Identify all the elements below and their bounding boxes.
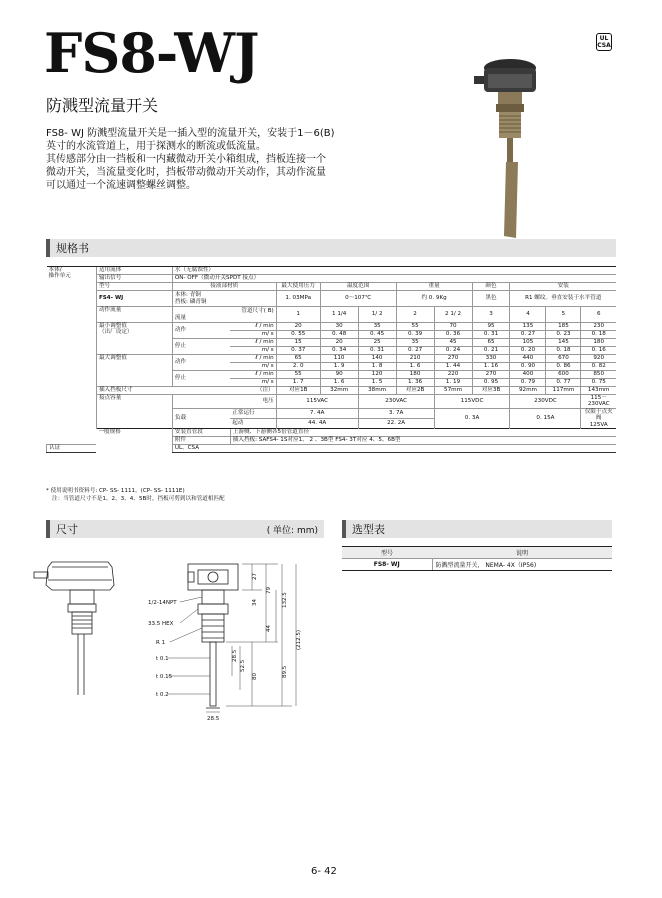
certification-label: 认证	[47, 445, 97, 453]
min-adjust-label: 最小调整值 （出厂设定）	[96, 323, 172, 355]
speed-value: 1. 6	[396, 363, 434, 371]
speed-value: 0. 36	[434, 331, 472, 339]
unit-ms: m/ s	[230, 331, 276, 339]
dim-label-t01: t 0.1	[156, 656, 169, 662]
vane-value: 对应2B	[396, 387, 434, 395]
intro-line: FS8- WJ 防溅型流量开关是一插入型的流量开关，安装于1－6(B)	[46, 128, 335, 139]
spec-notes	[46, 487, 225, 503]
temp-value: 0～107℃	[320, 291, 396, 307]
temp-header: 温度范围	[320, 283, 396, 291]
dim-label-r1: R 1	[156, 640, 166, 646]
flow-value: 90	[320, 371, 358, 379]
vane-note: （注）	[230, 387, 276, 395]
spec-section-title: 规格书	[56, 242, 89, 255]
speed-value: 0. 75	[581, 379, 616, 387]
install-header: 安装	[510, 283, 616, 291]
dim-label-34: 34	[252, 599, 258, 606]
pipe-size: 4	[510, 307, 546, 323]
vane-label: 插入挡板尺寸	[96, 387, 230, 395]
color-header: 颜色	[472, 283, 510, 291]
flow-label: 动作流量	[96, 307, 172, 323]
max-adjust-label: 最大调整值	[96, 355, 172, 387]
section-marker	[46, 520, 50, 538]
cert-csa-text: CSA	[597, 42, 611, 49]
dim-label-80: 80	[252, 673, 258, 680]
speed-value: 0. 37	[276, 347, 320, 355]
vane-value: 对应1B	[276, 387, 320, 395]
pipe-size: 6	[581, 307, 616, 323]
current-value: 0. 15A	[510, 408, 581, 428]
selection-header-desc: 说明	[432, 547, 612, 559]
speed-value: 0. 27	[396, 347, 434, 355]
note-manual: * 使用说明书资料号: CP- SS- 1111，(CP- SS- 1111E)	[46, 488, 185, 494]
voltage-value: 115－ 230VAC	[581, 395, 616, 409]
speed-value: 0. 20	[510, 347, 546, 355]
weight-header: 重量	[396, 283, 472, 291]
dim-label-52-5: 52.5	[240, 659, 246, 672]
certification-value: UL、CSA	[172, 445, 616, 453]
speed-value: 1. 19	[434, 379, 472, 387]
dimensions-section-header	[46, 520, 324, 538]
vane-value: 92mm	[510, 387, 546, 395]
flow-value: 230	[581, 323, 616, 331]
flow-value: 35	[396, 339, 434, 347]
group-general-label: 一般规格	[96, 429, 172, 453]
selection-desc: 防溅型流量开关， NEMA- 4X（IP56)	[432, 559, 612, 571]
load-label: 负载	[172, 408, 230, 428]
speed-value: 0. 34	[320, 347, 358, 355]
side-view	[34, 562, 114, 695]
flow-value: 30	[320, 323, 358, 331]
pilot-value: 仅限于点火阀 125VA	[581, 408, 616, 428]
selection-section-title: 选型表	[352, 523, 385, 536]
speed-value: 0. 24	[434, 347, 472, 355]
flow-value: 110	[320, 355, 358, 363]
current-value: 44. 4A	[276, 418, 358, 428]
speed-value: 0. 31	[472, 331, 510, 339]
pipe-size: 1	[276, 307, 320, 323]
material-value	[172, 291, 276, 307]
ul-csa-cert-badge	[596, 33, 612, 51]
dim-label-132-5: 132.5	[282, 592, 288, 608]
voltage-value: 115VDC	[434, 395, 510, 409]
dim-label-t015: t 0.15	[156, 674, 173, 680]
model-label: 型号	[96, 283, 172, 291]
current-value: 7. 4A	[276, 408, 358, 418]
speed-value: 0. 27	[510, 331, 546, 339]
pipe-size: 1/ 2	[358, 307, 396, 323]
speed-value: 0. 55	[276, 331, 320, 339]
flow-value: 270	[434, 355, 472, 363]
selection-section-header	[342, 520, 612, 538]
speed-value: 0. 79	[510, 379, 546, 387]
spec-table	[46, 266, 616, 453]
cert-ul-text: UL	[599, 35, 609, 42]
speed-value: 0. 23	[546, 331, 581, 339]
voltage-label: 电压	[172, 395, 276, 409]
fluid-label: 适用流体	[96, 267, 172, 275]
flow-value: 210	[396, 355, 434, 363]
stop-label: 停止	[172, 339, 230, 355]
flow-value: 135	[510, 323, 546, 331]
selection-table	[342, 546, 612, 571]
pipe-size: 2 1/ 2	[434, 307, 472, 323]
dim-label-28-5-bottom: 28.5	[207, 716, 220, 722]
speed-value: 0. 86	[546, 363, 581, 371]
start-label: 起动	[230, 418, 276, 428]
speed-value: 0. 45	[358, 331, 396, 339]
speed-value: 0. 21	[472, 347, 510, 355]
flow-value: 25	[358, 339, 396, 347]
speed-value: 1. 36	[396, 379, 434, 387]
voltage-value: 230VAC	[358, 395, 434, 409]
pipe-size-cell	[172, 307, 276, 323]
material-vane: 挡板: 磷青铜	[174, 298, 207, 305]
flow-value: 270	[472, 371, 510, 379]
unit-ms: m/ s	[230, 347, 276, 355]
product-photo	[466, 50, 548, 240]
unit-lmin: ℓ / min	[230, 355, 276, 363]
flow-value: 600	[546, 371, 581, 379]
intro-line: 微动开关，当流量变化时，挡板带动微动开关动作，其动作流量	[46, 167, 326, 178]
pipe-size: 2	[396, 307, 434, 323]
dimension-drawing	[30, 550, 330, 725]
pressure-value: 1. 03MPa	[276, 291, 320, 307]
act-label: 动作	[172, 323, 230, 339]
speed-value: 1. 7	[276, 379, 320, 387]
flow-value: 330	[472, 355, 510, 363]
speed-value: 0. 77	[546, 379, 581, 387]
speed-value: 0. 39	[396, 331, 434, 339]
pressure-header: 最大使用压力	[276, 283, 320, 291]
vane-value: 143mm	[581, 387, 616, 395]
current-value: 0. 3A	[434, 408, 510, 428]
speed-value: 1. 6	[320, 379, 358, 387]
speed-value: 2. 0	[276, 363, 320, 371]
model-value: FS4- WJ	[96, 291, 172, 307]
speed-value: 1. 16	[472, 363, 510, 371]
weight-value: 约 0. 9Kg	[396, 291, 472, 307]
speed-value: 0. 48	[320, 331, 358, 339]
speed-value: 0. 18	[546, 347, 581, 355]
speed-value: 0. 82	[581, 363, 616, 371]
front-view	[188, 564, 238, 708]
stop-label: 停止	[172, 371, 230, 387]
intro-line: 可以通过一个流速调整螺丝调整。	[46, 180, 196, 191]
flow-value: 45	[434, 339, 472, 347]
vane-value: 对应3B	[472, 387, 510, 395]
dimensions-section-title: 尺寸	[56, 523, 78, 536]
page-number: 6- 42	[311, 866, 337, 877]
speed-value: 0. 31	[358, 347, 396, 355]
flow-value: 120	[358, 371, 396, 379]
speed-value: 1. 5	[358, 379, 396, 387]
dimensions-unit: ( 单位: mm)	[266, 525, 318, 536]
contact-label: 接点容量	[96, 395, 172, 429]
section-marker	[46, 239, 50, 257]
flow-value: 105	[510, 339, 546, 347]
selection-model: FS8- WJ	[342, 559, 432, 571]
dim-label-t02: t 0.2	[156, 692, 169, 698]
flow-value: 180	[581, 339, 616, 347]
pipe-size: 5	[546, 307, 581, 323]
flow-value: 95	[472, 323, 510, 331]
flow-value: 440	[510, 355, 546, 363]
dim-label-79: 79	[266, 587, 272, 594]
unit-lmin: ℓ / min	[230, 323, 276, 331]
unit-ms: m/ s	[230, 363, 276, 371]
spec-section-header	[46, 239, 616, 257]
material-header: 接液部材质	[172, 283, 276, 291]
accessory-label: 附件	[172, 437, 230, 445]
flow-value: 140	[358, 355, 396, 363]
normal-label: 正常运行	[230, 408, 276, 418]
flow-value: 35	[358, 323, 396, 331]
install-value: R1 螺纹。垂直安装于水平管道	[510, 291, 616, 307]
vane-value: 38mm	[358, 387, 396, 395]
flow-value: 65	[276, 355, 320, 363]
voltage-value: 115VAC	[276, 395, 358, 409]
flow-value: 20	[320, 339, 358, 347]
flow-value: 400	[510, 371, 546, 379]
dim-label-89-5: 89.5	[282, 665, 288, 678]
flow-value: 145	[546, 339, 581, 347]
accessory-value: 插入挡板: SAFS4- 1S对应1、 2 、3B型 FS4- 3T对应 4、5、6B型	[230, 437, 616, 445]
speed-value: 1. 8	[358, 363, 396, 371]
dim-label-212-5: (212.5)	[296, 629, 302, 650]
flow-value: 185	[546, 323, 581, 331]
flow-unit-label: 流量	[174, 314, 187, 321]
flow-value: 55	[276, 371, 320, 379]
dim-label-27: 27	[252, 573, 258, 580]
selection-header-model: 型号	[342, 547, 432, 559]
note-vane: 注：当管道尺寸不是1、2、3、4、5B时，挡板可剪到以和管道相匹配	[52, 496, 225, 502]
flow-value: 920	[581, 355, 616, 363]
current-value: 3. 7A	[358, 408, 434, 418]
flow-value: 65	[472, 339, 510, 347]
output-value: ON- OFF（微动开关SPDT 接点）	[172, 275, 616, 283]
product-subtitle: 防溅型流量开关	[46, 96, 159, 115]
dim-label-44: 44	[266, 625, 272, 632]
flow-value: 180	[396, 371, 434, 379]
flow-value: 850	[581, 371, 616, 379]
speed-value: 0. 16	[581, 347, 616, 355]
act-label: 动作	[172, 355, 230, 371]
vane-value: 32mm	[320, 387, 358, 395]
pipe-size: 3	[472, 307, 510, 323]
color-value: 黑色	[472, 291, 510, 307]
dim-label-hex: 33.5 HEX	[148, 621, 174, 627]
leader-lines	[168, 564, 296, 712]
dim-label-28-5: 28.5	[232, 649, 238, 662]
pipe-size: 1 1/4	[320, 307, 358, 323]
flow-value: 220	[434, 371, 472, 379]
speed-value: 0. 90	[510, 363, 546, 371]
flow-value: 670	[546, 355, 581, 363]
speed-value: 0. 18	[581, 331, 616, 339]
intro-line: 其传感部分由一挡板和一内藏微动开关小箱组成，挡板连接一个	[46, 154, 326, 165]
section-marker	[342, 520, 346, 538]
unit-ms: m/ s	[230, 379, 276, 387]
group-unit-label: 本体/ 操作单元	[47, 267, 97, 445]
unit-lmin: ℓ / min	[230, 371, 276, 379]
intro-line: 英寸的水流管道上，用于探测水的断流或低流量。	[46, 141, 266, 152]
intro-paragraph	[46, 127, 336, 192]
speed-value: 1. 44	[434, 363, 472, 371]
material-body: 本体: 青铜	[174, 292, 201, 299]
flow-value: 55	[396, 323, 434, 331]
output-label: 输出信号	[96, 275, 172, 283]
vane-value: 117mm	[546, 387, 581, 395]
speed-value: 0. 95	[472, 379, 510, 387]
mount-label: 安装直管段	[172, 429, 230, 437]
fluid-value: 水（无腐蚀性）	[172, 267, 616, 275]
flow-value: 20	[276, 323, 320, 331]
flow-value: 70	[434, 323, 472, 331]
flow-value: 15	[276, 339, 320, 347]
current-value: 22. 2A	[358, 418, 434, 428]
product-title: FS8-WJ	[44, 21, 259, 85]
vane-value: 57mm	[434, 387, 472, 395]
pipe-size-label: 管道尺寸( B)	[241, 308, 274, 314]
mount-value: 上游侧、下游侧各5倍管道直径	[230, 429, 616, 437]
dim-label-npt: 1/2-14NPT	[148, 600, 177, 606]
speed-value: 1. 9	[320, 363, 358, 371]
voltage-value: 230VDC	[510, 395, 581, 409]
unit-lmin: ℓ / min	[230, 339, 276, 347]
